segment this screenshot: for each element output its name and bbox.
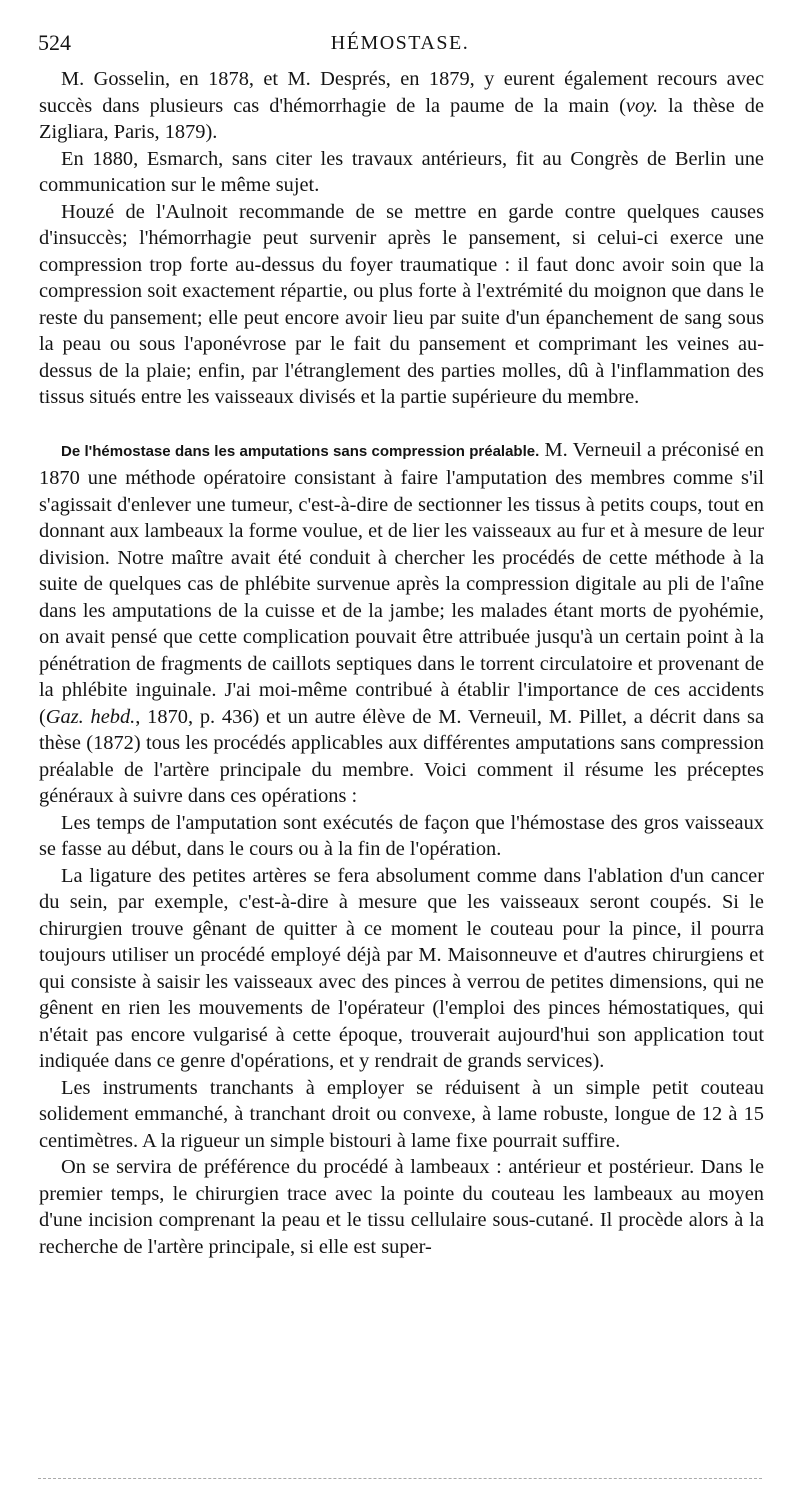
italic-reference: Gaz. hebd. — [45, 705, 136, 728]
page-header — [38, 30, 762, 60]
paragraph-houze: Houzé de l'Aulnoit recommande de se mettre en garde contre quelques causes d'insuccès; l'hémorrhagie peut survenir après le pansement, si celui-ci exerce une compression trop forte au-dessus du foyer traumatique : il faut donc avoir soin que la compression soit exactement répartie, ou plus forte à l'extrémité du moignon que dans le reste du pansement; elle peut encore avoir lieu par suite d'un épanchement de sang sous la peau ou sous l'aponévrose par le fait du pansement et comprimant les veines au-dessus de la plaie; enfin, par l'étranglement des parties molles, dû à l'inflammation des tissus situés entre les vaisseaux divisés et la partie supérieure du membre. — [39, 200, 764, 408]
paragraph-text: M. Gosselin, en 1878, et M. Després, en 1879, y eurent également recours avec succès dans plusieurs cas d'hémorrhagie de la paume de la main ( — [39, 68, 764, 117]
paragraph-text: M. Verneuil a préconisé en 1870 une méthode opératoire consistant à faire l'amputation des membres comme s'il s'agissait d'enlever une tumeur, c'est-à-dire de sectionner les tissus à petits coups, tout en donnant aux lambeaux la forme voulue, et de lier les vaisseaux au fur et à mesure de leur division. Notre maître avait été conduit à chercher les procédés de cette méthode à la suite de quelques cas de phlébite survenue après la compression digitale au pli de l'aîne dans les amputations de la cuisse et de la jambe; les malades étant morts de pyohémie, on avait pensé que cette complication pouvait être attribuée jusqu'à un certain point à la pénétration de fragments de caillots septiques dans le torrent circulatoire et provenant de la phlébite inguinale. J'ai moi-même contribué à établir l'importance de ces accidents ( — [39, 438, 764, 728]
section-heading: De l'hémostase dans les amputations sans compression préalable. — [61, 442, 540, 460]
paragraph-esmarch: En 1880, Esmarch, sans citer les travaux antérieurs, fit au Congrès de Berlin une communication sur le même sujet. — [39, 147, 764, 196]
footer-rule — [38, 1478, 762, 1479]
body-text — [39, 66, 764, 1260]
running-title: HÉMOSTASE. — [330, 32, 470, 54]
paragraph-verneuil — [39, 437, 764, 810]
paragraph-temps: Les temps de l'amputation sont exécutés de façon que l'hémostase des gros vaisseaux se fasse au début, dans le cours ou à la fin de l'opération. — [39, 811, 764, 860]
paragraph-text: la thèse de Zigliara, Paris, 1879). — [39, 94, 764, 143]
italic-reference: voy. — [625, 94, 659, 117]
paragraph-ligature: La ligature des petites artères se fera absolument comme dans l'ablation d'un cancer du sein, par exemple, c'est-à-dire à mesure que les vaisseaux seront coupés. Si le chirurgien trouve gênant de quitter à ce moment le couteau pour la pince, il pourra toujours utiliser un procédé employé déjà par M. Maisonneuve et d'autres chirurgiens et qui consiste à saisir les vaisseaux avec des pinces à verrou de petites dimensions, qui ne gênent en rien les mouvements de l'opérateur (l'emploi des pinces hémostatiques, qui n'était pas encore vulgarisé à cette époque, trouverait aujourd'hui son application tout indiquée dans ce genre d'opérations, et y rendrait de grands services). — [39, 864, 764, 1072]
paragraph-text: , 1870, p. 436) et un autre élève de M. Verneuil, M. Pillet, a décrit dans sa thèse (1872) tous les procédés applicables aux différentes amputations sans compression préalable de l'artère principale du membre. Voici comment il résume les préceptes généraux à suivre dans ces opérations : — [39, 705, 764, 807]
paragraph-gosselin — [39, 66, 764, 146]
paragraph-lambeaux: On se servira de préférence du procédé à lambeaux : antérieur et postérieur. Dans le premier temps, le chirurgien trace avec la pointe du couteau les lambeaux au moyen d'une incision comprenant la peau et le tissu cellulaire sous-cutané. Il procède alors à la recherche de l'artère principale, si elle est super- — [39, 1156, 764, 1258]
page-number: 524 — [38, 30, 71, 55]
paragraph-instruments: Les instruments tranchants à employer se réduisent à un simple petit couteau solidement emmanché, à tranchant droit ou convexe, à lame robuste, longue de 12 à 15 centimètres. A la rigueur un simple bistouri à lame fixe pourrait suffire. — [39, 1076, 764, 1152]
